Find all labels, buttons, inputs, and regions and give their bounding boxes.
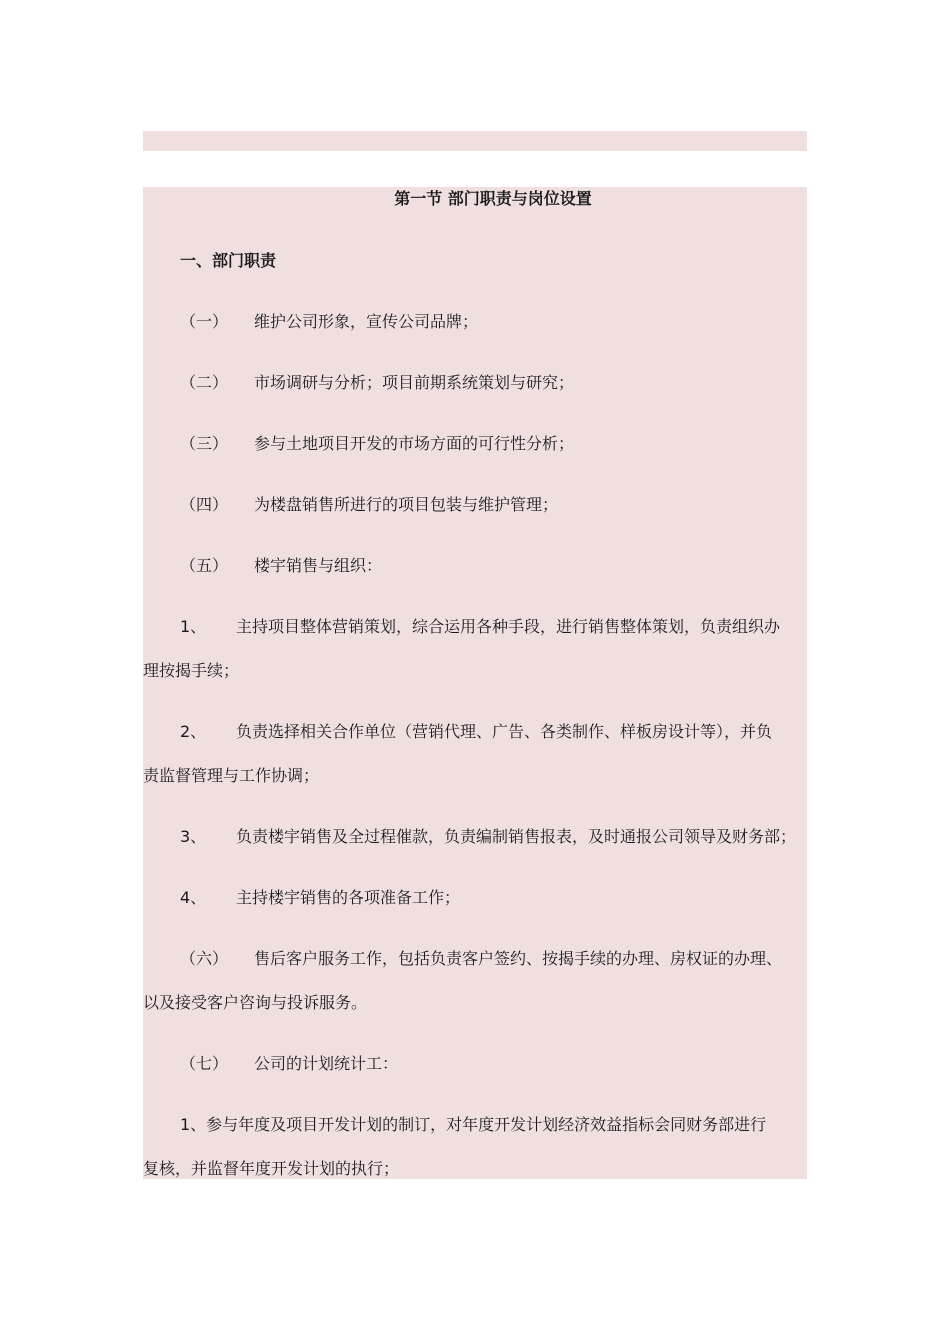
list-item <box>180 372 574 394</box>
sub-item-text: 主持项目整体营销策划，综合运用各种手段，进行销售整体策划，负责组织办 <box>236 617 781 636</box>
sub-item <box>180 616 780 638</box>
item-text: 参与土地项目开发的市场方面的可行性分析； <box>254 434 575 453</box>
item-number: （六） <box>180 949 229 968</box>
sub-item-continuation: 复核，并监督年度开发计划的执行； <box>143 1159 400 1178</box>
list-item <box>180 311 478 333</box>
list-item <box>180 433 574 455</box>
heading: 一、部门职责 <box>180 251 277 270</box>
item-number: （三） <box>180 434 229 453</box>
sub-item-continuation: 责监督管理与工作协调； <box>143 766 320 785</box>
item-number: （二） <box>180 373 229 392</box>
item-number: （五） <box>180 556 229 575</box>
list-item <box>180 494 558 516</box>
content-block <box>143 187 807 1179</box>
sub-item: 1、参与年度及项目开发计划的制订，对年度开发计划经济效益指标会同财务部进行 <box>180 1115 767 1134</box>
section-title: 第一节 部门职责与岗位设置 <box>394 189 592 208</box>
sub-item-number: 4、 <box>180 888 207 907</box>
sub-item-text: 主持楼宇销售的各项准备工作； <box>236 888 461 907</box>
list-item <box>180 1053 398 1075</box>
item-number: （七） <box>180 1054 229 1073</box>
header-band <box>143 131 807 151</box>
sub-item-number: 3、 <box>180 827 207 846</box>
item-text: 楼宇销售与组织： <box>254 556 383 575</box>
sub-item-continuation: 理按揭手续； <box>143 661 240 680</box>
list-item <box>180 948 782 970</box>
sub-item <box>180 826 796 848</box>
sub-item <box>180 887 460 909</box>
list-item <box>180 555 382 577</box>
item-text: 售后客户服务工作，包括负责客户签约、按揭手续的办理、房权证的办理、 <box>254 949 783 968</box>
item-number: （四） <box>180 495 229 514</box>
item-continuation: 以及接受客户咨询与投诉服务。 <box>143 993 368 1012</box>
item-text: 维护公司形象，宣传公司品牌； <box>254 312 479 331</box>
item-number: （一） <box>180 312 229 331</box>
item-text: 市场调研与分析；项目前期系统策划与研究； <box>254 373 575 392</box>
sub-item <box>180 721 772 743</box>
sub-item-text: 负责楼宇销售及全过程催款，负责编制销售报表，及时通报公司领导及财务部； <box>236 827 797 846</box>
sub-item-number: 1、 <box>180 617 207 636</box>
sub-item-text: 负责选择相关合作单位（营销代理、广告、各类制作、样板房设计等），并负 <box>236 722 773 741</box>
item-text: 为楼盘销售所进行的项目包装与维护管理； <box>254 495 559 514</box>
sub-item-number: 2、 <box>180 722 207 741</box>
item-text: 公司的计划统计工： <box>254 1054 399 1073</box>
